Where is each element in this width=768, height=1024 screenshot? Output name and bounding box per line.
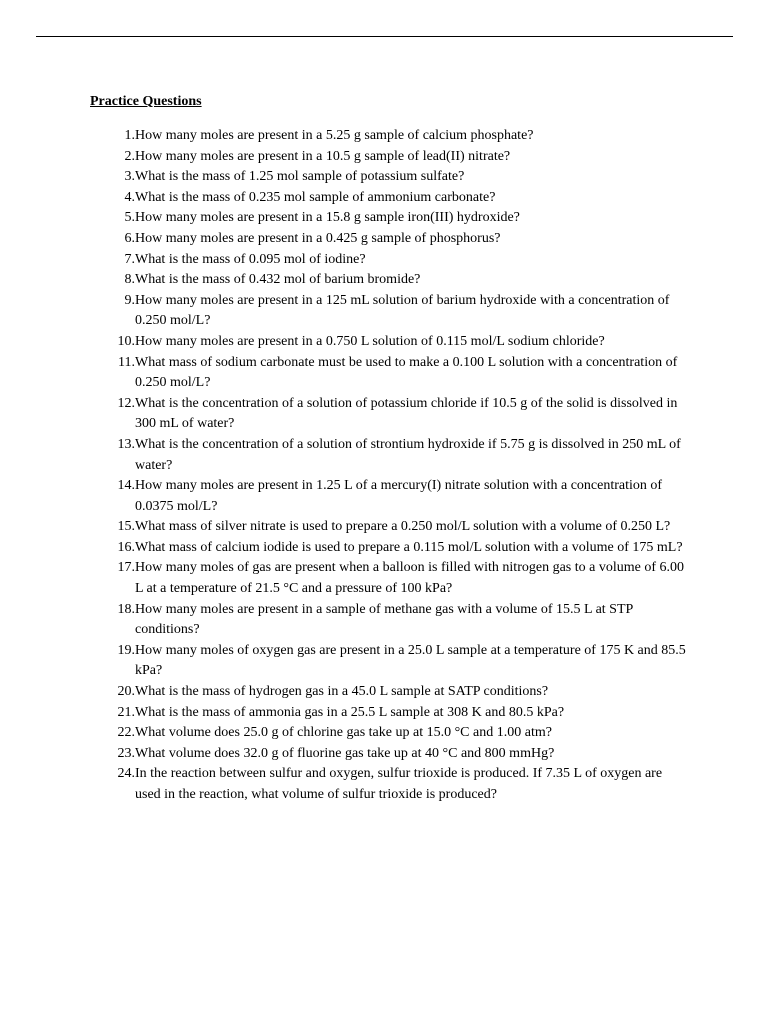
- header-rule: [36, 36, 733, 37]
- question-item: [90, 208, 690, 229]
- question-text: How many moles of oxygen gas are present in a 25.0 L sample at a temperature of 175 K and 85.5 kPa?: [135, 642, 686, 679]
- question-item: [90, 147, 690, 168]
- question-number: 10.: [117, 333, 135, 349]
- question-number: 13.: [117, 436, 135, 452]
- question-item: [90, 188, 690, 209]
- question-number: 18.: [117, 601, 135, 617]
- question-number: 5.: [124, 210, 135, 226]
- question-text: In the reaction between sulfur and oxygen, sulfur trioxide is produced. If 7.35 L of oxygen are used in the reaction, what volume of sulfur trioxide is produced?: [135, 766, 663, 802]
- question-number: 6.: [124, 230, 135, 246]
- question-item: [90, 764, 690, 805]
- question-number: 1.: [124, 128, 135, 143]
- question-text: How many moles are present in a 0.750 L solution of 0.115 mol/L sodium chloride?: [135, 333, 605, 349]
- question-item: [90, 476, 690, 517]
- question-item: [90, 394, 690, 435]
- question-item: [90, 517, 690, 538]
- question-text: What volume does 25.0 g of chlorine gas take up at 15.0 °C and 1.00 atm?: [135, 725, 552, 741]
- question-number: 20.: [117, 684, 135, 700]
- question-item: [90, 291, 690, 332]
- question-list: [90, 126, 690, 806]
- question-item: [90, 250, 690, 271]
- question-text: What is the mass of 0.095 mol of iodine?: [135, 251, 366, 267]
- question-text: What is the mass of ammonia gas in a 25.5 L sample at 308 K and 80.5 kPa?: [135, 704, 565, 720]
- question-item: [90, 723, 690, 744]
- question-item: [90, 538, 690, 559]
- question-item: [90, 703, 690, 724]
- question-text: What is the concentration of a solution of potassium chloride if 10.5 g of the solid is dissolved in 300 mL of water?: [135, 395, 678, 432]
- question-item: [90, 270, 690, 291]
- question-text: What volume does 32.0 g of fluorine gas take up at 40 °C and 800 mmHg?: [135, 745, 555, 761]
- question-text: How many moles are present in a 15.8 g sample iron(III) hydroxide?: [135, 210, 520, 226]
- question-item: [90, 353, 690, 394]
- question-number: 15.: [117, 519, 135, 535]
- question-number: 12.: [117, 395, 135, 411]
- question-number: 4.: [124, 189, 135, 205]
- question-number: 11.: [118, 354, 135, 370]
- question-item: [90, 332, 690, 353]
- question-item: [90, 744, 690, 765]
- question-number: 24.: [117, 766, 135, 782]
- question-number: 7.: [124, 251, 135, 267]
- question-text: What mass of sodium carbonate must be used to make a 0.100 L solution with a concentration of 0.250 mol/L?: [135, 354, 678, 391]
- question-text: What is the mass of 1.25 mol sample of potassium sulfate?: [135, 169, 465, 185]
- question-number: 3.: [124, 169, 135, 185]
- question-item: [90, 126, 690, 147]
- question-text: How many moles are present in a sample of methane gas with a volume of 15.5 L at STP conditions?: [135, 601, 633, 638]
- question-number: 2.: [124, 148, 135, 164]
- question-item: [90, 558, 690, 599]
- question-text: What mass of silver nitrate is used to prepare a 0.250 mol/L solution with a volume of 0.250 L?: [135, 519, 671, 535]
- question-number: 17.: [117, 560, 135, 576]
- question-number: 23.: [117, 745, 135, 761]
- question-number: 19.: [117, 642, 135, 658]
- question-item: [90, 641, 690, 682]
- question-text: What mass of calcium iodide is used to prepare a 0.115 mol/L solution with a volume of 175 mL?: [135, 539, 683, 555]
- question-item: [90, 600, 690, 641]
- question-item: [90, 682, 690, 703]
- question-text: What is the concentration of a solution of strontium hydroxide if 5.75 g is dissolved in 250 mL of water?: [135, 436, 681, 473]
- question-text: How many moles are present in a 125 mL solution of barium hydroxide with a concentration of 0.250 mol/L?: [135, 292, 670, 329]
- question-text: What is the mass of 0.235 mol sample of ammonium carbonate?: [135, 189, 496, 205]
- question-text: How many moles are present in a 10.5 g sample of lead(II) nitrate?: [135, 148, 511, 164]
- question-number: 9.: [124, 292, 135, 308]
- question-number: 14.: [117, 478, 135, 494]
- question-text: What is the mass of 0.432 mol of barium bromide?: [135, 272, 421, 288]
- page-title: Practice Questions: [90, 94, 202, 109]
- question-text: How many moles of gas are present when a balloon is filled with nitrogen gas to a volume of 6.00 L at a temperature of 21.5 °C and a pressure of 100 kPa?: [135, 560, 684, 597]
- question-item: [90, 435, 690, 476]
- question-number: 22.: [117, 725, 135, 741]
- question-number: 16.: [117, 539, 135, 555]
- question-text: How many moles are present in 1.25 L of a mercury(I) nitrate solution with a concentration of 0.0375 mol/L?: [135, 478, 663, 514]
- question-number: 21.: [117, 704, 135, 720]
- question-text: What is the mass of hydrogen gas in a 45.0 L sample at SATP conditions?: [135, 684, 549, 700]
- question-text: How many moles are present in a 0.425 g sample of phosphorus?: [135, 230, 501, 246]
- question-number: 8.: [124, 272, 135, 288]
- question-item: [90, 229, 690, 250]
- question-text: How many moles are present in a 5.25 g sample of calcium phosphate?: [135, 128, 534, 143]
- question-item: [90, 167, 690, 188]
